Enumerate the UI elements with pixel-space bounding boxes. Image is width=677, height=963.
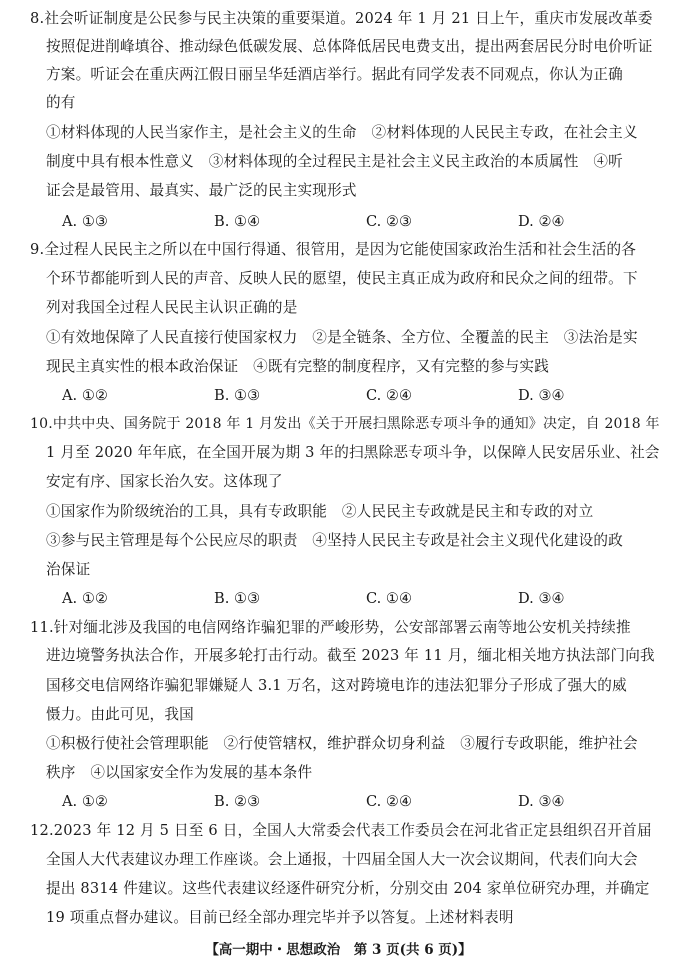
question-10-line-2: 1 月至 2020 年年底，在全国开展为期 3 年的扫黑除恶专项斗争，以保障人民安居乐业、社会 [46,444,660,461]
question-11-line-6: 秩序 ④以国家安全作为发展的基本条件 [46,764,313,781]
question-8-line-1: 8.社会听证制度是公民参与民主决策的重要渠道。2024 年 1 月 21 日上午，重庆市发展改革委 [30,10,653,27]
option-d: D. ②④ [518,213,565,230]
option-c: C. ②④ [366,387,413,404]
question-12-line-4: 19 项重点督办建议。目前已经全部办理完毕并予以答复。上述材料表明 [46,909,514,926]
option-d: D. ③④ [518,590,565,607]
question-10-line-1: 10.中共中央、国务院于 2018 年 1 月发出《关于开展扫黑除恶专项斗争的通知》决定，自 2018 年 [30,416,660,432]
question-8-line-6: 制度中具有根本性意义 ③材料体现的全过程民主是社会主义民主政治的本质属性 ④听 [46,153,623,170]
question-12-line-1: 12.2023 年 12 月 5 日至 6 日，全国人大常委会代表工作委员会在河北省正定县组织召开首届 [30,822,652,839]
question-11-line-5: ①积极行使社会管理职能 ②行使管辖权，维护群众切身利益 ③履行专政职能，维护社会 [46,735,638,752]
question-10-line-5: ③参与民主管理是每个公民应尽的职责 ④坚持人民民主专政是社会主义现代化建设的政 [46,532,623,549]
question-8-line-3: 方案。听证会在重庆两江假日丽呈华廷酒店举行。据此有同学发表不同观点，你认为正确 [46,66,623,83]
option-a: A. ①② [62,387,108,404]
option-d: D. ③④ [518,387,565,404]
question-9-line-4: ①有效地保障了人民直接行使国家权力 ②是全链条、全方位、全覆盖的民主 ③法治是实 [46,329,638,346]
question-11-line-4: 慑力。由此可见，我国 [46,706,194,723]
option-b: B. ①③ [214,590,261,607]
option-b: B. ②③ [214,793,261,810]
option-a: A. ①③ [62,213,108,230]
question-10-line-3: 安定有序、国家长治久安。这体现了 [46,473,283,490]
question-12-line-2: 全国人大代表建议办理工作座谈。会上通报，十四届全国人大一次会议期间，代表们向大会 [46,851,638,868]
question-11-line-2: 进边境警务执法合作，开展多轮打击行动。截至 2023 年 11 月，缅北相关地方执法部门向我 [46,647,655,664]
option-a: A. ①② [62,793,108,810]
question-8-line-2: 按照促进削峰填谷、推动绿色低碳发展、总体降低居民电费支出，提出两套居民分时电价听证 [46,38,653,55]
option-c: C. ②④ [366,793,413,810]
question-9-line-2: 个环节都能听到人民的声音、反映人民的愿望，使民主真正成为政府和民众之间的纽带。下 [46,270,638,287]
question-8-line-4: 的有 [46,94,76,111]
question-12-line-3: 提出 8314 件建议。这些代表建议经逐件研究分析，分别交由 204 家单位研究办理，并确定 [46,880,650,897]
option-a: A. ①② [62,590,108,607]
option-b: B. ①④ [214,213,261,230]
question-10-line-4: ①国家作为阶级统治的工具，具有专政职能 ②人民民主专政就是民主和专政的对立 [46,503,594,520]
option-c: C. ①④ [366,590,413,607]
option-c: C. ②③ [366,213,413,230]
question-11-line-1: 11.针对缅北涉及我国的电信网络诈骗犯罪的严峻形势，公安部部署云南等地公安机关持续推 [30,619,631,636]
question-9-line-3: 列对我国全过程人民民主认识正确的是 [46,299,298,316]
question-8-line-7: 证会是最管用、最真实、最广泛的民主实现形式 [46,182,357,199]
question-9-line-1: 9.全过程人民民主之所以在中国行得通、很管用，是因为它能使国家政治生活和社会生活的各 [30,241,637,258]
question-8-line-5: ①材料体现的人民当家作主，是社会主义的生命 ②材料体现的人民民主专政，在社会主义 [46,124,638,141]
question-11-line-3: 国移交电信网络诈骗犯罪嫌疑人 3.1 万名，这对跨境电诈的违法犯罪分子形成了强大的威 [46,677,627,694]
option-b: B. ①③ [214,387,261,404]
question-10-line-6: 治保证 [46,561,91,578]
question-9-line-5: 现民主真实性的根本政治保证 ④既有完整的制度程序，又有完整的参与实践 [46,358,549,375]
option-d: D. ③④ [518,793,565,810]
page-footer: 【高一期中・思想政治 第 3 页(共 6 页)】 [205,942,472,958]
